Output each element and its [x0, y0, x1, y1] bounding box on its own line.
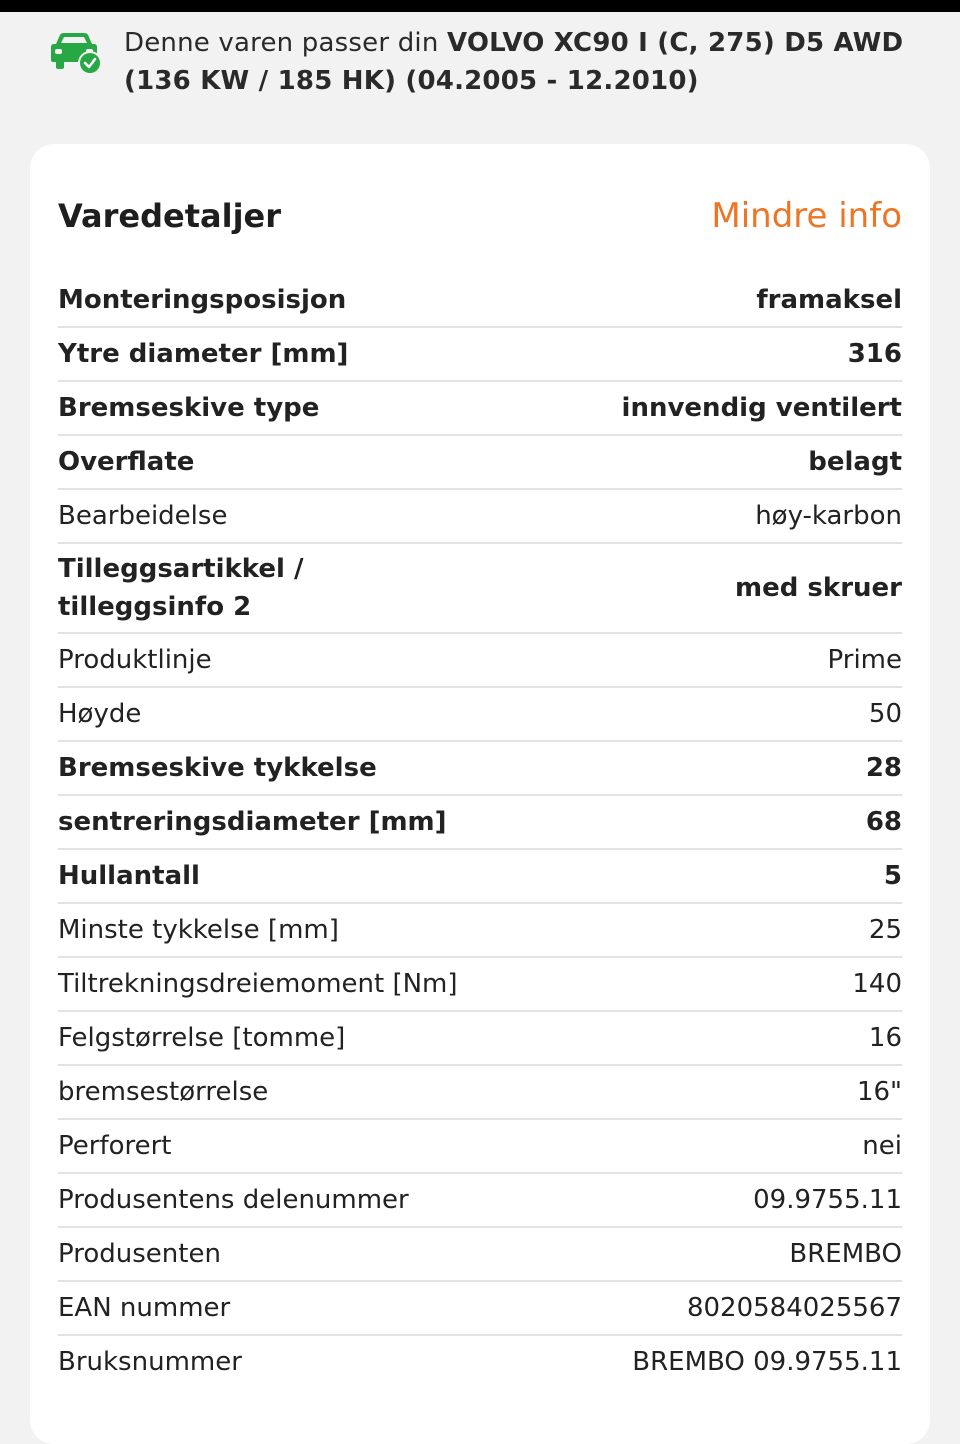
- detail-row: [58, 1228, 902, 1282]
- detail-row: [58, 850, 902, 904]
- detail-row: [58, 1120, 902, 1174]
- detail-label: Tiltrekningsdreiemoment [Nm]: [58, 969, 458, 999]
- detail-value: nei: [862, 1131, 902, 1161]
- detail-row: [58, 382, 902, 436]
- detail-label: Bearbeidelse: [58, 501, 228, 531]
- detail-value: 16: [868, 1023, 902, 1053]
- detail-value: 140: [852, 969, 902, 999]
- detail-label: Bremseskive tykkelse: [58, 753, 377, 783]
- detail-label: Ytre diameter [mm]: [58, 339, 349, 369]
- detail-label: Hullantall: [58, 861, 200, 891]
- car-check-icon: [48, 30, 104, 76]
- detail-row: [58, 436, 902, 490]
- detail-value: høy-karbon: [755, 501, 902, 531]
- detail-label: Produktlinje: [58, 645, 212, 675]
- detail-value: 50: [868, 699, 902, 729]
- card-title: Varedetaljer: [58, 197, 282, 235]
- detail-value: BREMBO: [789, 1239, 902, 1269]
- detail-value: 316: [847, 339, 902, 369]
- detail-value: 5: [883, 861, 902, 891]
- detail-value: med skruer: [735, 573, 902, 603]
- detail-label: Produsenten: [58, 1239, 221, 1269]
- detail-label: Monteringsposisjon: [58, 285, 347, 315]
- detail-value: 25: [868, 915, 902, 945]
- detail-row: [58, 1336, 902, 1388]
- detail-label: bremsestørrelse: [58, 1077, 269, 1107]
- fitment-banner: [48, 24, 928, 100]
- detail-value: innvendig ventilert: [621, 393, 902, 423]
- detail-row: [58, 634, 902, 688]
- fitment-text: [124, 24, 928, 100]
- status-bar: [0, 0, 960, 12]
- detail-row: [58, 328, 902, 382]
- detail-row: [58, 958, 902, 1012]
- detail-row: [58, 490, 902, 544]
- detail-label: Minste tykkelse [mm]: [58, 915, 339, 945]
- detail-value: BREMBO 09.9755.11: [632, 1347, 902, 1377]
- detail-row: [58, 904, 902, 958]
- detail-value: 16": [856, 1077, 902, 1107]
- detail-value: framaksel: [756, 285, 902, 315]
- product-details-card: [30, 144, 930, 1444]
- detail-value: 8020584025567: [686, 1293, 902, 1323]
- detail-label: Felgstørrelse [tomme]: [58, 1023, 346, 1053]
- detail-row: [58, 1012, 902, 1066]
- detail-row: [58, 1174, 902, 1228]
- detail-label: sentreringsdiameter [mm]: [58, 807, 447, 837]
- detail-row: [58, 1282, 902, 1336]
- detail-row: [58, 688, 902, 742]
- less-info-link[interactable]: Mindre info: [711, 196, 902, 236]
- detail-row: [58, 274, 902, 328]
- detail-row: [58, 742, 902, 796]
- detail-label: Produsentens delenummer: [58, 1185, 409, 1215]
- detail-label: Bremseskive type: [58, 393, 320, 423]
- detail-value: 28: [865, 753, 902, 783]
- fitment-prefix: Denne varen passer din: [124, 28, 447, 58]
- card-header: [58, 196, 902, 236]
- fitment-vehicle: VOLVO XC90 I (C, 275) D5 AWD (136 KW / 185 HK) (04.2005 - 12.2010): [124, 28, 904, 96]
- detail-row: [58, 544, 902, 634]
- detail-value: belagt: [808, 447, 902, 477]
- detail-label: Perforert: [58, 1131, 172, 1161]
- detail-label: EAN nummer: [58, 1293, 231, 1323]
- detail-label: Bruksnummer: [58, 1347, 242, 1377]
- detail-label: Overflate: [58, 447, 195, 477]
- detail-label: Høyde: [58, 699, 142, 729]
- detail-value: 68: [865, 807, 902, 837]
- detail-value: Prime: [827, 645, 902, 675]
- detail-label: Tilleggsartikkel / tilleggsinfo 2: [58, 554, 304, 622]
- detail-value: 09.9755.11: [753, 1185, 902, 1215]
- details-table: [58, 274, 902, 1388]
- detail-row: [58, 1066, 902, 1120]
- detail-row: [58, 796, 902, 850]
